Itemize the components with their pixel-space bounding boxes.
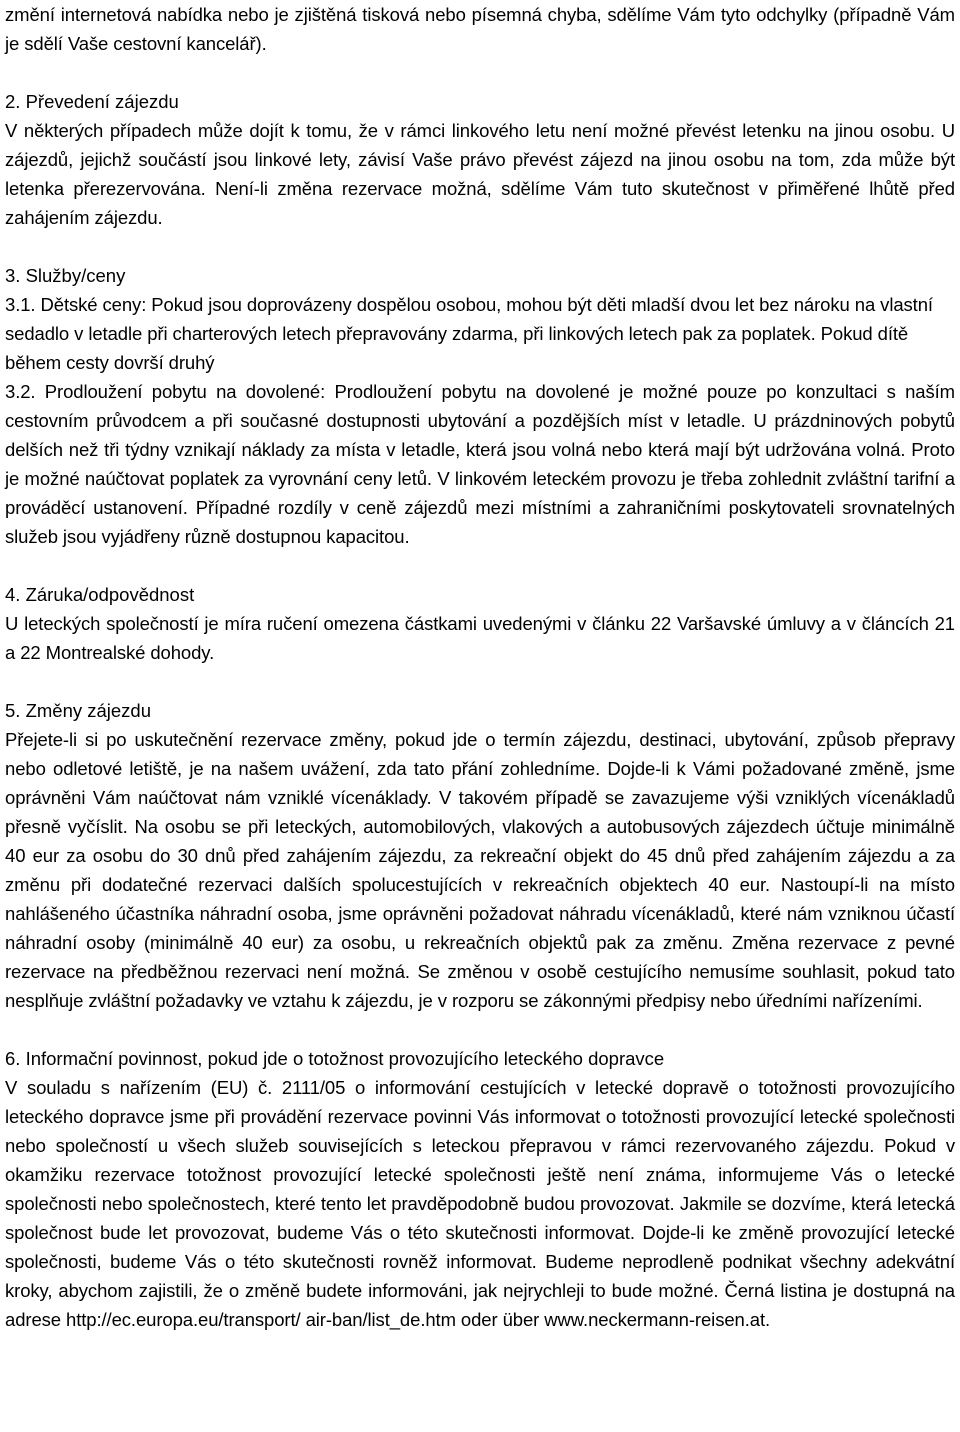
section-5-heading: 5. Změny zájezdu bbox=[5, 700, 152, 721]
spacer bbox=[5, 551, 955, 580]
section-4-body: U leteckých společností je míra ručení omezena částkami uvedenými v článku 22 Varšavské úmluvy a v článcích 21 a 22 Montrealské dohody. bbox=[5, 613, 955, 663]
section-6-body: V souladu s nařízením (EU) č. 2111/05 o informování cestujících v letecké dopravě o totožnosti provozujícího leteckého dopravce jsme při provádění rezervace povinni Vás informovat o totožnosti provozující letecké společnosti nebo společností u všech služeb souvisejících s leteckou přepravou v rámci rezervovaného zájezdu. Pokud v okamžiku rezervace totožnost provozující letecké společnosti ještě není známa, informujeme Vás o letecké společnosti nebo společnostech, které tento let pravděpodobně budou provozovat. Jakmile se dozvíme, která letecká společnost bude let provozovat, budeme Vás o této skutečnosti informovat. Dojde-li ke změně provozující letecké společnosti, budeme Vás o této skutečnosti rovněž informovat. Budeme neprodleně podnikat všechny adekvátní kroky, abychom zajistili, že o změně budete informováni, jak nejrychleji to bude možné. Černá listina je dostupná na adrese http://ec.europa.eu/transport/ air-ban/list_de.htm oder über www.neckermann-reisen.at. bbox=[5, 1077, 955, 1330]
spacer bbox=[5, 58, 955, 87]
spacer bbox=[5, 667, 955, 696]
spacer bbox=[5, 232, 955, 261]
section-4-heading: 4. Záruka/odpovědnost bbox=[5, 584, 195, 605]
section-2-body: V některých případech může dojít k tomu, že v rámci linkového letu není možné převést letenku na jinou osobu. U zájezdů, jejichž součástí jsou linkové lety, závisí Vaše právo převést zájezd na jinou osobu na tom, zda může být letenka přerezervována. Není-li změna rezervace možná, sdělíme Vám tuto skutečnost v přiměřené lhůtě před zahájením zájezdu. bbox=[5, 120, 955, 228]
section-3-2-paragraph: 3.2. Prodloužení pobytu na dovolené: Prodloužení pobytu na dovolené je možné pouze po konzultaci s naším cestovním průvodcem a při současné dostupnosti ubytování a pozdějších míst v letadle. U prázdninových pobytů delších než tři týdny vznikají náklady za místa v letadle, která jsou volná nebo která mají být udržována volná. Proto je možné naúčtovat poplatek za vyrovnání ceny letů. V linkovém leteckém provozu je třeba zohlednit zvláštní tarifní a prováděcí ustanovení. Případné rozdíly v ceně zájezdů mezi místními a zahraničními poskytovateli srovnatelných služeb jsou vyjádřeny různě dostupnou kapacitou. bbox=[5, 381, 955, 547]
section-3-1-paragraph: 3.1. Dětské ceny: Pokud jsou doprovázeny dospělou osobou, mohou být děti mladší dvou let bez nároku na vlastní sedadlo v letadle při charterových letech přepravovány zdarma, při linkových letech pak za poplatek. Pokud dítě během cesty dovrší druhý bbox=[5, 294, 933, 373]
section-2-heading: 2. Převedení zájezdu bbox=[5, 91, 179, 112]
section-5-body: Přejete-li si po uskutečnění rezervace změny, pokud jde o termín zájezdu, destinaci, ubytování, způsob přepravy nebo odletové letiště, je na našem uvážení, zda tato přání zohledníme. Dojde-li k Vámi požadované změně, jsme oprávněni Vám naúčtovat nám vzniklé vícenáklady. V takovém případě se zavazujeme výši vzniklých vícenákladů přesně vyčíslit. Na osobu se při leteckých, automobilových, vlakových a autobusových zájezdech účtuje minimálně 40 eur za osobu do 30 dnů před zahájením zájezdu, za rekreační objekt do 45 dnů před zahájením zájezdu a za změnu při dodatečné rezervaci dalších spolucestujících v rekreačních objektech 40 eur. Nastoupí-li na místo nahlášeného účastníka náhradní osoba, jsme oprávněni požadovat náhradu vícenákladů, které nám vzniknou účastí náhradní osoby (minimálně 40 eur) za osobu, u rekreačních objektů pak za změnu. Změna rezervace z pevné rezervace na předběžnou rezervaci není možná. Se změnou v osobě cestujícího nemusíme souhlasit, pokud tato nesplňuje zvláštní požadavky ve vztahu k zájezdu, je v rozporu se zákonnými předpisy nebo úředními nařízeními. bbox=[5, 729, 955, 1011]
section-3-heading: 3. Služby/ceny bbox=[5, 265, 126, 286]
intro-paragraph: změní internetová nabídka nebo je zjištěná tisková nebo písemná chyba, sdělíme Vám tyto odchylky (případně Vám je sdělí Vaše cestovní kancelář). bbox=[5, 4, 955, 54]
spacer bbox=[5, 1015, 955, 1044]
section-6-heading: 6. Informační povinnost, pokud jde o totožnost provozujícího leteckého dopravce bbox=[5, 1048, 665, 1069]
